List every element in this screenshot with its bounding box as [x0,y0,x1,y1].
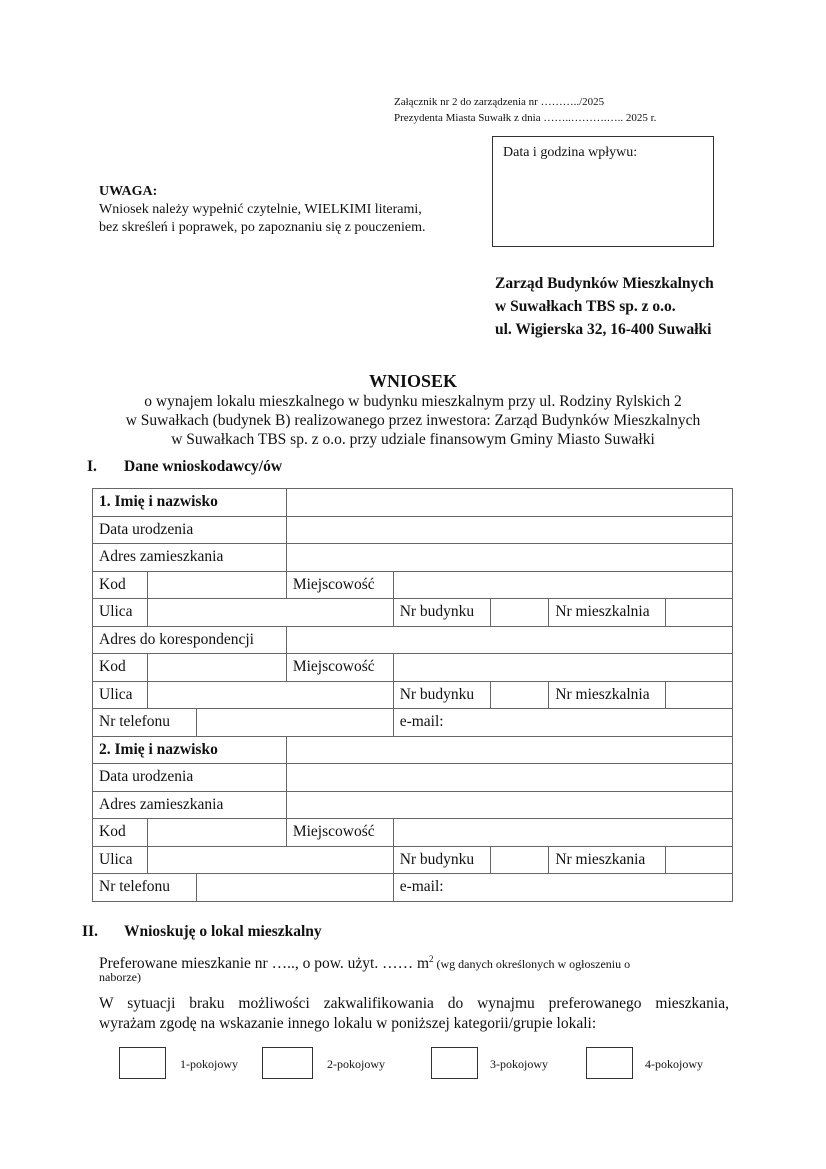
applicant-1-address-label: Adres zamieszkania [93,544,287,572]
applicant-1-corr-city-label: Miejscowość [286,654,393,682]
addressee-line-3: ul. Wigierska 32, 16-400 Suwałki [495,321,712,338]
section-1-number: I. [87,458,97,475]
checkbox-label-2: 2-pokojowy [327,1057,385,1071]
table-row [93,764,733,792]
applicant-1-corr-field[interactable] [286,626,732,654]
table-row [93,571,733,599]
subtitle-line-2: w Suwałkach (budynek B) realizowanego przez inwestora: Zarząd Budynków Mieszkalnych [125,412,701,429]
applicant-table [92,488,733,902]
applicant-1-corr-label: Adres do korespondencji [93,626,287,654]
preferred-flat-main: Preferowane mieszkanie nr ….., o pow. użyt. …… m [99,955,430,973]
applicant-1-birth-field[interactable] [286,516,732,544]
receipt-box[interactable] [492,136,714,247]
warning-line-1: Wniosek należy wypełnić czytelnie, WIELKIMI literami, [99,202,422,217]
table-row [93,819,733,847]
document-title: WNIOSEK [368,371,458,391]
applicant-1-building-label: Nr budynku [393,599,490,627]
table-row [93,654,733,682]
table-row [93,846,733,874]
applicant-2-flat-field[interactable] [666,846,733,874]
applicant-2-address-label: Adres zamieszkania [93,791,287,819]
applicant-1-corr-street-field[interactable] [147,681,393,709]
table-row [93,516,733,544]
applicant-1-city-field[interactable] [393,571,732,599]
applicant-2-name-label: 2. Imię i nazwisko [93,736,287,764]
applicant-1-birth-label: Data urodzenia [93,516,287,544]
section-1-title: Dane wnioskodawcy/ów [124,458,283,475]
subtitle-line-1: o wynajem lokalu mieszkalnego w budynku mieszkalnym przy ul. Rodziny Rylskich 2 [144,393,682,410]
receipt-label: Data i godzina wpływu: [503,145,638,160]
applicant-1-phone-field[interactable] [196,709,393,737]
consent-line-2: wyrażam zgodę na wskazanie innego lokalu w poniższej kategorii/grupie lokali: [99,1015,597,1032]
applicant-2-phone-field[interactable] [196,874,393,902]
table-row [93,681,733,709]
checkbox-1-pokojowy[interactable] [119,1047,166,1079]
checkbox-label-4: 4-pokojowy [645,1057,703,1071]
table-row [93,874,733,902]
checkbox-2-pokojowy[interactable] [262,1047,313,1079]
consent-line-1: W sytuacji braku możliwości zakwalifikowania do wynajmu preferowanego mieszkania, [99,995,729,1012]
checkbox-3-pokojowy[interactable] [431,1047,478,1079]
preferred-flat-sup: 2 [429,954,434,964]
applicant-1-address-field[interactable] [286,544,732,572]
checkbox-label-3: 3-pokojowy [490,1057,548,1071]
applicant-1-city-label: Miejscowość [286,571,393,599]
table-row [93,736,733,764]
preferred-flat-text [99,950,729,973]
applicant-2-code-label: Kod [93,819,148,847]
warning-title: UWAGA: [99,184,158,199]
table-row [93,599,733,627]
addressee-line-2: w Suwałkach TBS sp. z o.o. [495,298,676,315]
checkbox-4-pokojowy[interactable] [586,1047,633,1079]
checkbox-label-1: 1-pokojowy [180,1057,238,1071]
applicant-1-flat-label: Nr mieszkalnia [549,599,666,627]
applicant-2-address-field[interactable] [286,791,732,819]
applicant-1-corr-flat-label: Nr mieszkalnia [549,681,666,709]
applicant-2-building-label: Nr budynku [393,846,490,874]
section-2-number: II. [82,923,98,940]
table-row [93,791,733,819]
subtitle-line-3: w Suwałkach TBS sp. z o.o. przy udziale finansowym Gminy Miasto Suwałki [171,431,655,448]
applicant-2-email-label: e-mail: [399,878,444,896]
applicant-1-name-label: 1. Imię i nazwisko [93,489,287,517]
applicant-1-building-field[interactable] [490,599,549,627]
addressee [495,272,714,341]
applicant-1-corr-building-label: Nr budynku [393,681,490,709]
applicant-2-city-label: Miejscowość [286,819,393,847]
table-row [93,489,733,517]
applicant-2-name-field[interactable] [286,736,732,764]
applicant-2-street-field[interactable] [147,846,393,874]
addressee-line-1: Zarząd Budynków Mieszkalnych [495,275,714,292]
applicant-1-email-field[interactable] [393,709,732,737]
applicant-1-corr-city-field[interactable] [393,654,732,682]
applicant-2-street-label: Ulica [93,846,148,874]
applicant-1-corr-street-label: Ulica [93,681,148,709]
applicant-1-street-field[interactable] [147,599,393,627]
applicant-1-corr-flat-field[interactable] [666,681,733,709]
applicant-1-flat-field[interactable] [666,599,733,627]
table-row [93,544,733,572]
table-row [93,626,733,654]
applicant-2-city-field[interactable] [393,819,732,847]
warning-line-2: bez skreśleń i poprawek, po zapoznaniu się z pouczeniem. [99,220,426,235]
annex-line-1: Załącznik nr 2 do zarządzenia nr ………../2025 [394,96,605,108]
annex-line-2: Prezydenta Miasta Suwałk z dnia ……..……….….. 2025 r. [394,112,657,124]
applicant-1-code-field[interactable] [147,571,286,599]
applicant-1-phone-label: Nr telefonu [93,709,197,737]
preferred-flat-note: (wg danych określonych w ogłoszeniu o [433,957,631,972]
applicant-1-corr-code-field[interactable] [147,654,286,682]
applicant-1-corr-code-label: Kod [93,654,148,682]
applicant-2-birth-field[interactable] [286,764,732,792]
applicant-2-building-field[interactable] [490,846,549,874]
applicant-1-code-label: Kod [93,571,148,599]
applicant-1-email-label: e-mail: [399,713,444,731]
table-row [93,709,733,737]
document-subtitle [0,392,826,449]
applicant-1-street-label: Ulica [93,599,148,627]
applicant-1-corr-building-field[interactable] [490,681,549,709]
applicant-1-name-field[interactable] [286,489,732,517]
section-2-title: Wnioskuję o lokal mieszkalny [124,923,322,940]
preferred-flat-note-2: naborze) [99,970,141,984]
applicant-2-code-field[interactable] [147,819,286,847]
applicant-2-phone-label: Nr telefonu [93,874,197,902]
applicant-2-email-field[interactable] [393,874,732,902]
applicant-2-flat-label: Nr mieszkania [549,846,666,874]
applicant-2-birth-label: Data urodzenia [93,764,287,792]
